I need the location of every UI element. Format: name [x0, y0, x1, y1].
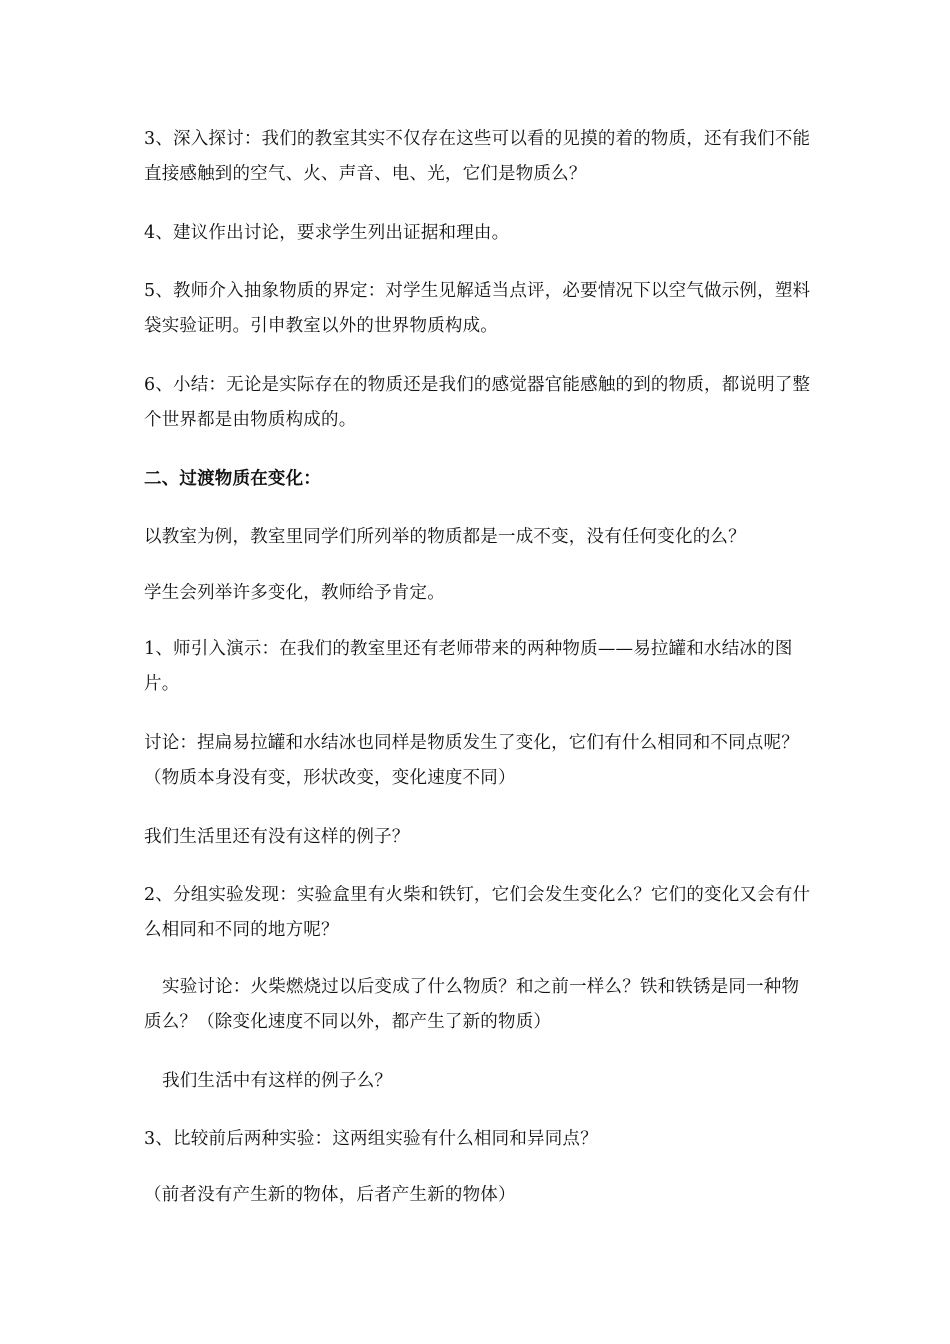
paragraph-classroom-example: 以教室为例，教室里同学们所列举的物质都是一成不变，没有任何变化的么？: [144, 527, 746, 547]
paragraph-discussion-cans-ice: 讨论：捏扁易拉罐和水结冰也同样是物质发生了变化，它们有什么相同和不同点呢？（物质本身没有变，形状改变，变化速度不同）: [144, 733, 799, 788]
paragraph-life-examples: 我们生活中有这样的例子么？: [162, 1071, 393, 1091]
section-heading: 二、过渡物质在变化：: [144, 469, 321, 489]
paragraph-discussion-suggestion: 4、建议作出讨论，要求学生列出证据和理由。: [144, 223, 510, 243]
paragraph-life-examples-question: 我们生活里还有没有这样的例子？: [144, 827, 410, 847]
paragraph-teacher-intervention: 5、教师介入抽象物质的界定：对学生见解适当点评，必要情况下以空气做示例，塑料袋实验证明。引申教室以外的世界物质构成。: [144, 281, 811, 336]
paragraph-experiment-discussion: 实验讨论：火柴燃烧过以后变成了什么物质？和之前一样么？铁和铁锈是同一种物质么？（除变化速度不同以外，都产生了新的物质）: [144, 977, 800, 1032]
paragraph-summary: 6、小结：无论是实际存在的物质还是我们的感觉器官能感触的到的物质，都说明了整个世界都是由物质构成的。: [144, 375, 811, 430]
paragraph-deep-discussion: 3、深入探讨：我们的教室其实不仅存在这些可以看的见摸的着的物质，还有我们不能直接感触到的空气、火、声音、电、光，它们是物质么？: [144, 129, 811, 184]
paragraph-student-changes: 学生会列举许多变化，教师给予肯定。: [144, 583, 445, 603]
paragraph-comparison-answer: （前者没有产生新的物体，后者产生新的物体）: [144, 1185, 516, 1205]
paragraph-group-experiment: 2、分组实验发现：实验盒里有火柴和铁钉，它们会发生变化么？它们的变化又会有什么相同和不同的地方呢？: [144, 885, 811, 940]
paragraph-compare-experiments: 3、比较前后两种实验：这两组实验有什么相同和异同点？: [144, 1129, 598, 1149]
paragraph-teacher-demo: 1、师引入演示：在我们的教室里还有老师带来的两种物质——易拉罐和水结冰的图片。: [144, 639, 793, 694]
